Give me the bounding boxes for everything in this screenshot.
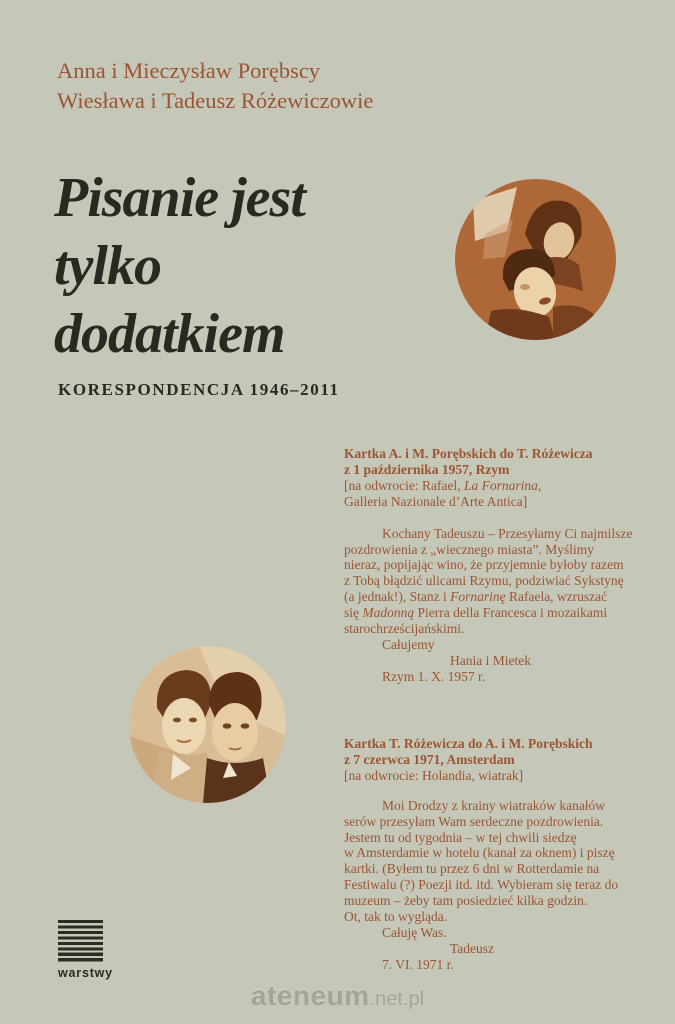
letter1-body-line2: pozdrowienia z „wiecznego miasta”. Myślimy <box>344 541 595 557</box>
letter1-signoff: Całujemy <box>382 636 435 652</box>
letter2-body-line3: Jestem tu od tygodnia – w tej chwili siedzę <box>344 829 577 845</box>
letter1-heading-line1: Kartka A. i M. Porębskich do T. Różewicza <box>344 446 593 461</box>
title-line-2: tylko <box>54 235 161 297</box>
letter2-heading-line2: z 7 czerwca 1971, Amsterdam <box>344 751 515 767</box>
letter1-body-line3: nieraz, popijając wino, że przyjemnie byłoby razem <box>344 557 624 573</box>
author-names <box>57 56 373 116</box>
letter1-note-line1: [na odwrocie: Rafael, La Fornarina, <box>344 477 542 493</box>
letter2-heading-line1: Kartka T. Różewicza do A. i M. Porębskich <box>344 736 593 751</box>
letter1-signature: Hania i Mietek <box>450 652 531 668</box>
letter-excerpt-2 <box>344 736 666 973</box>
letter2-body-line8: Ot, tak to wygląda. <box>344 909 448 925</box>
portrait-photo-top <box>455 179 616 340</box>
letter2-signature: Tadeusz <box>450 940 495 956</box>
publisher-name: warstwy <box>58 966 113 980</box>
author-line-1: Anna i Mieczysław Porębscy <box>57 58 321 83</box>
portrait-photo-bottom-image <box>129 646 286 803</box>
portrait-photo-top-image <box>455 179 616 340</box>
letter2-body-line6: Festiwalu (?) Poezji itd. itd. Wybieram się teraz do <box>344 877 619 893</box>
author-line-2: Wiesława i Tadeusz Różewiczowie <box>57 88 374 113</box>
publisher-logo <box>58 920 118 980</box>
letter1-body-line4: z Tobą błądzić ulicami Rzymu, podziwiać Sykstynę <box>344 573 624 589</box>
portrait-photo-bottom <box>129 646 286 803</box>
letter1-body-line5: (a jednak!), Stanz i Fornarinę Rafaela, wzruszać <box>344 589 608 605</box>
letter2-body-line7: muzeum – żeby tam posiedzieć kilka godzin. <box>344 893 588 909</box>
letter2-body-line1: Moi Drodzy z krainy wiatraków kanałów <box>382 797 606 813</box>
letter1-body-line1: Kochany Tadeuszu – Przesyłamy Ci najmilsze <box>382 525 633 541</box>
ateneum-watermark <box>251 980 424 1012</box>
letter-excerpt-1 <box>344 446 666 685</box>
subtitle: KORESPONDENCJA 1946–2011 <box>58 380 340 399</box>
letter1-date-place: Rzym 1. X. 1957 r. <box>382 668 486 684</box>
letter1-heading-line2: z 1 października 1957, Rzym <box>344 461 510 477</box>
warstwy-stripes-icon <box>58 920 103 963</box>
letter2-note-line1: [na odwrocie: Holandia, wiatrak] <box>344 767 524 783</box>
letter2-date: 7. VI. 1971 r. <box>382 956 454 972</box>
letter2-body-line4: w Amsterdamie w hotelu (kanał za oknem) i piszę <box>344 845 615 861</box>
letter1-body-line6: się Madonną Pierra della Francesca i mozaikami <box>344 605 608 621</box>
letter1-body-line7: starochrześcijańskimi. <box>344 621 465 637</box>
title-line-1: Pisanie jest <box>54 167 305 229</box>
letter2-body-line5: kartki. (Byłem tu przez 6 dni w Rotterdamie na <box>344 861 600 877</box>
watermark-suffix-text: .net.pl <box>369 988 425 1010</box>
watermark-main-text: ateneum <box>250 980 370 1011</box>
title-line-3: dodatkiem <box>54 303 285 365</box>
book-title <box>54 164 305 368</box>
letter2-signoff: Całuję Was. <box>382 924 447 940</box>
letter1-note-line2: Galleria Nazionale d’Arte Antica] <box>344 493 528 509</box>
letter2-body-line2: serów przesyłam Wam serdeczne pozdrowienia. <box>344 813 604 829</box>
